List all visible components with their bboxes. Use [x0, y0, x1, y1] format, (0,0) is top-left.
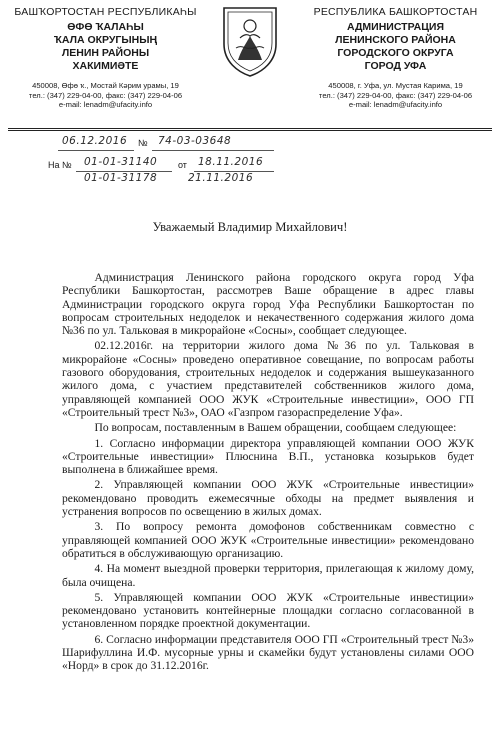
extra-reference-number: 01-01-31178: [84, 172, 158, 184]
number-underline: [152, 150, 274, 151]
org-line: ЛЕНИН РАЙОНЫ: [61, 47, 150, 59]
paragraph-item-4: 4. На момент выездной проверки территория, прилегающая к жилому дому, была очищена.: [62, 562, 474, 589]
outgoing-date: 06.12.2016: [62, 135, 128, 147]
address-block-ru: [298, 81, 493, 110]
paragraph-item-3: 3. По вопросу ремонта домофонов собственникам совместно с управляющей компанией ООО ЖУК «Строительные инвестиции» рекомендовано обратиться в обслуживающую организацию.: [62, 520, 474, 560]
header-left: [8, 6, 203, 110]
paragraph-item-2: 2. Управляющей компании ООО ЖУК «Строительные инвестиции» рекомендовано проводить ежемесячные обходы на предмет выявления и устранения вопросов по освещению в жилых домах.: [62, 478, 474, 519]
republic-name-ba: БАШҠОРТОСТАН РЕСПУБЛИКАҺЫ: [14, 6, 197, 18]
email-line: e-mail: lenadm@ufacity.info: [58, 100, 153, 110]
address-line: 450008, Өфө ҡ., Мостай Кәрим урамы, 19: [32, 81, 179, 90]
paragraph-lead: По вопросам, поставленным в Вашем обращении, сообщаем следующее:: [94, 421, 457, 435]
paragraph-intro: Администрация Ленинского района городского округа город Уфа Республики Башкортостан, рассмотрев Ваше обращение в адрес главы Администрации городского округа город Уфа Республики Башкортостан по вопросам строительных недоделок и некачественного содержания жилого дома №36 по ул. Тальковая в микрорайоне «Сосны», сообщает следующее.: [62, 271, 474, 338]
reference-label: На №: [48, 160, 72, 170]
number-sign: №: [138, 138, 148, 148]
reference-date: 18.11.2016: [198, 156, 264, 168]
date-underline: [58, 150, 134, 151]
coat-of-arms-icon: [218, 4, 282, 78]
org-line: ГОРОДСКОГО ОКРУГА: [337, 47, 454, 59]
header-divider: [8, 128, 492, 129]
org-line: АДМИНИСТРАЦИЯ: [346, 21, 445, 33]
header-right: [298, 6, 493, 110]
header-divider-thin: [8, 130, 492, 131]
org-line: ХАКИМИӘТЕ: [72, 60, 139, 72]
letter-greeting: Уважаемый Владимир Михайлович!: [152, 220, 348, 234]
org-line: ӨФӨ ҠАЛАҺЫ: [67, 21, 144, 33]
letter-body: [62, 271, 474, 673]
phone-line: тел.: (347) 229-04-00, факс: (347) 229-04-06: [318, 90, 473, 100]
paragraph-meeting: 02.12.2016г. на территории жилого дома №36 по ул. Тальковая в микрорайоне «Сосны» проведено оперативное совещание, по вопросам работы газового оборудования, строительных недоделок и содержания вышеуказанного жилого дома, с участием представителей собственников жилого дома, управляющей компанией ООО ЖУК «Строительные инвестиции», ООО ГП «Строительный трест №3», ОАО «Газпром газораспределение Уфа».: [62, 339, 474, 419]
republic-name-ru: РЕСПУБЛИКА БАШКОРТОСТАН: [313, 6, 478, 18]
org-line: ЛЕНИНСКОГО РАЙОНА: [335, 34, 456, 46]
phone-line: тел.: (347) 229-04-00, факс: (347) 229-04-06: [28, 90, 183, 100]
extra-reference-date: 21.11.2016: [188, 172, 254, 184]
address-line: 450008, г. Уфа, ул. Мустая Карима, 19: [328, 81, 463, 90]
email-line: e-mail: lenadm@ufacity.info: [348, 100, 443, 110]
reference-from-label: от: [178, 160, 187, 170]
outgoing-number: 74-03-03648: [158, 135, 232, 147]
reference-number: 01-01-31140: [84, 156, 158, 168]
org-line: ГОРОД УФА: [364, 60, 427, 72]
paragraph-item-1: 1. Согласно информации директора управляющей компании ООО ЖУК «Строительные инвестиции» Плюснина В.П., установка козырьков будет выполнена в ближайшее время.: [62, 436, 474, 477]
paragraph-item-6: 6. Согласно информации представителя ООО ГП «Строительный трест №3» Шарифуллина И.Ф. мусорные урны и скамейки будут установлены силами ООО «Норд» в срок до 31.12.2016г.: [62, 632, 474, 673]
org-line: ҠАЛА ОКРУГЫНЫҢ: [53, 34, 158, 46]
paragraph-item-5: 5. Управляющей компании ООО ЖУК «Строительные инвестиции» рекомендовано установить контейнерные площадки согласно согласованной в установленном порядке проектной документации.: [62, 590, 474, 631]
address-block-ba: [8, 81, 203, 110]
